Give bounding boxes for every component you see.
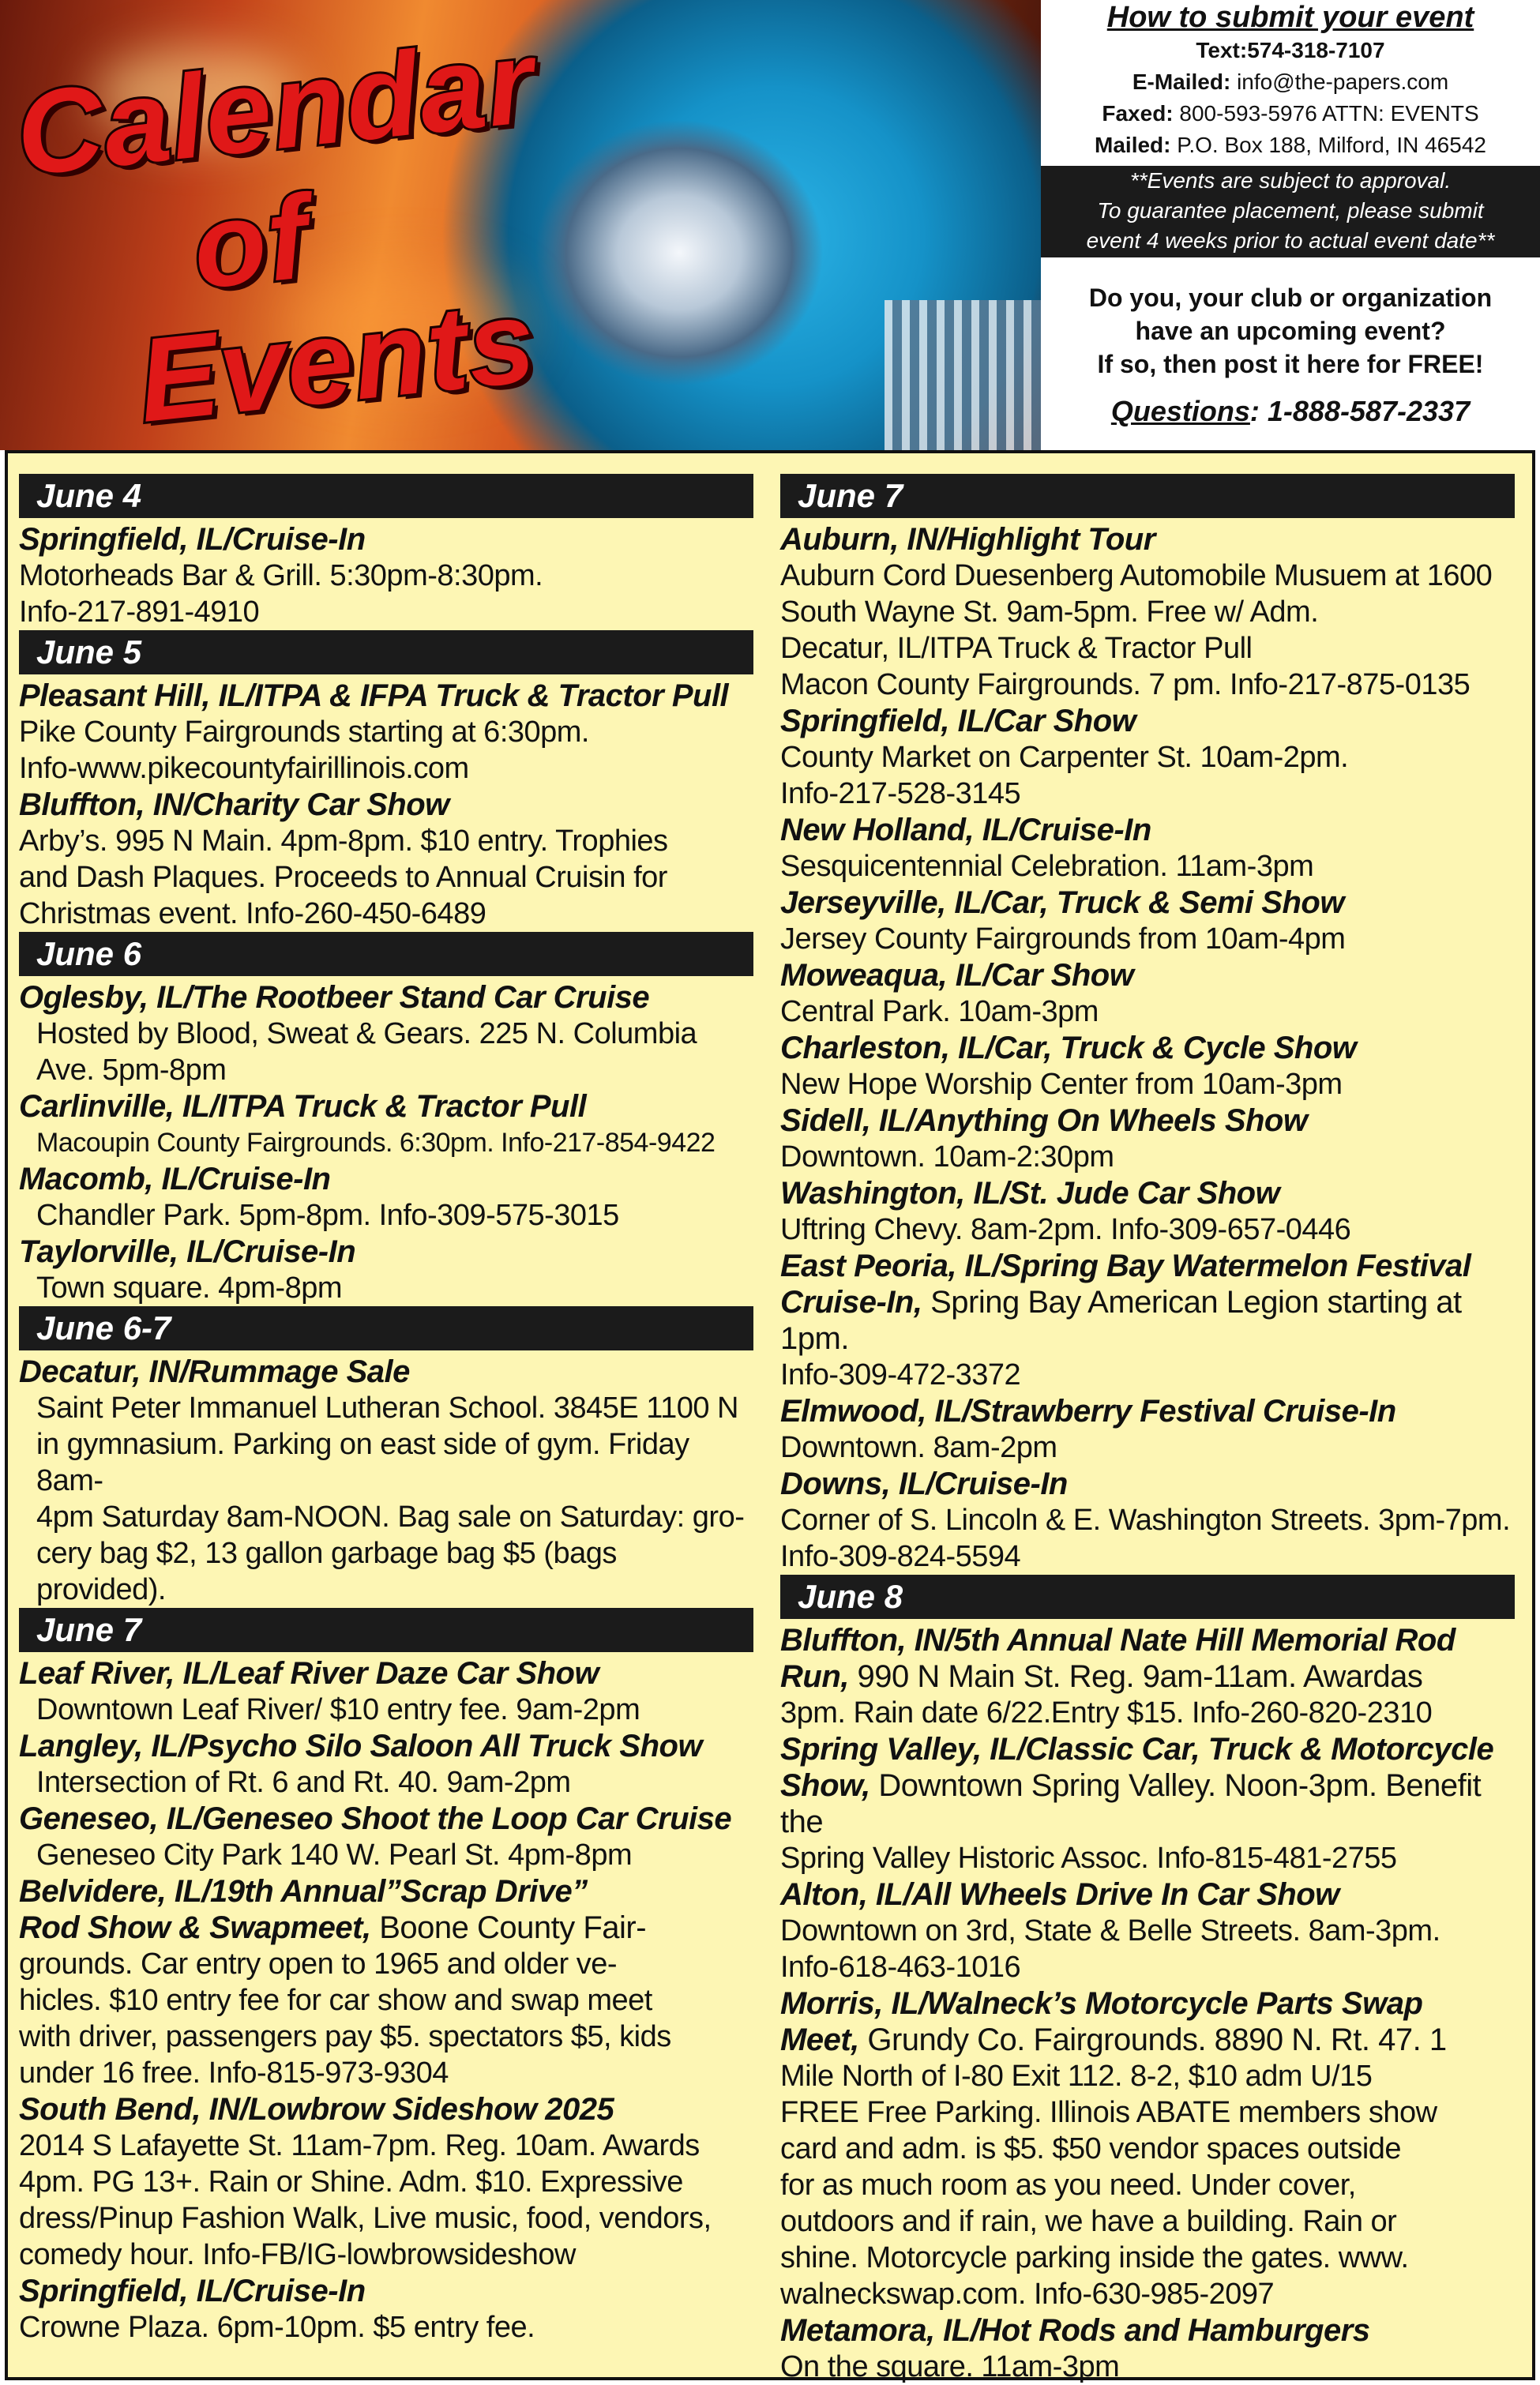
event-description: Chandler Park. 5pm-8pm. Info-309-575-3015 — [36, 1199, 619, 1232]
event-item — [19, 1728, 753, 1801]
event-title: Sidell, IL/Anything On Wheels Show — [780, 1103, 1308, 1138]
event-item — [19, 1354, 753, 1608]
event-description: cery bag $2, 13 gallon garbage bag $5 (bags provided). — [36, 1537, 617, 1606]
event-description: with driver, passengers pay $5. spectators $5, kids — [19, 2020, 671, 2053]
event-title-part: Show, — [780, 1768, 870, 1803]
event-description: Geneseo City Park 140 W. Pearl St. 4pm-8pm — [36, 1839, 633, 1872]
event-description: card and adm. is $5. $50 vendor spaces outside — [780, 2132, 1402, 2165]
title-word-of: of — [186, 169, 315, 314]
event-title: East Peoria, IL/Spring Bay Watermelon Festival — [780, 1249, 1471, 1283]
event-item — [780, 521, 1515, 703]
event-description: Motorheads Bar & Grill. 5:30pm-8:30pm. — [19, 559, 543, 592]
event-title: Washington, IL/St. Jude Car Show — [780, 1176, 1280, 1211]
event-title-part: Meet, — [780, 2023, 859, 2057]
event-item — [780, 1876, 1515, 1985]
mail-line — [1041, 130, 1540, 161]
date-header: June 5 — [19, 630, 753, 674]
left-column — [19, 474, 753, 2346]
event-item — [19, 2273, 753, 2346]
notice-line: **Events are subject to approval. — [1129, 168, 1452, 193]
event-title: Decatur, IN/Rummage Sale — [19, 1354, 410, 1389]
event-description: Mile North of I-80 Exit 112. 8-2, $10 adm U/15 — [780, 2060, 1373, 2093]
submit-heading: How to submit your event — [1106, 1, 1474, 34]
event-title-continued — [780, 1658, 1515, 1695]
event-item — [780, 957, 1515, 1030]
event-title: New Holland, IL/Cruise-In — [780, 813, 1151, 847]
event-title-continued — [780, 2022, 1515, 2058]
event-title: Springfield, IL/Cruise-In — [19, 2274, 366, 2308]
free-posting-prompt — [1041, 281, 1540, 381]
event-description: Spring Valley Historic Assoc. Info-815-481-2755 — [780, 1842, 1397, 1875]
questions-phone: : 1-888-587-2337 — [1249, 395, 1471, 427]
fax-value: 800-593-5976 ATTN: EVENTS — [1179, 101, 1479, 126]
event-description: under 16 free. Info-815-973-9304 — [19, 2056, 449, 2090]
event-description: Arby’s. 995 N Main. 4pm-8pm. $10 entry. Trophies — [19, 824, 668, 858]
event-description: Pike County Fairgrounds starting at 6:30pm. — [19, 716, 589, 749]
page-header — [0, 0, 1540, 450]
event-description: Saint Peter Immanuel Lutheran School. 3845E 1100 N — [36, 1392, 738, 1425]
event-description: Corner of S. Lincoln & E. Washington Streets. 3pm-7pm. — [780, 1504, 1511, 1537]
date-header: June 8 — [780, 1575, 1515, 1619]
event-description-inline: Downtown Spring Valley. Noon-3pm. Benefit the — [780, 1768, 1482, 1839]
event-description: grounds. Car entry open to 1965 and older ve- — [19, 1947, 618, 1981]
event-title: Taylorville, IL/Cruise-In — [19, 1234, 356, 1269]
ask-line: If so, then post it here for FREE! — [1097, 350, 1484, 378]
car-grille-graphic — [885, 300, 1041, 450]
event-title: Leaf River, IL/Leaf River Daze Car Show — [19, 1656, 599, 1691]
event-description: On the square. 11am-3pm — [780, 2350, 1120, 2383]
event-description: Info-309-824-5594 — [780, 1540, 1021, 1573]
event-description: for as much room as you need. Under cover, — [780, 2169, 1356, 2202]
title-word-events: Events — [132, 273, 543, 447]
events-board — [5, 450, 1535, 2383]
event-description: Decatur, IL/ITPA Truck & Tractor Pull — [780, 632, 1253, 665]
date-header: June 7 — [19, 1608, 753, 1652]
date-header: June 4 — [19, 474, 753, 518]
event-title: Elmwood, IL/Strawberry Festival Cruise-In — [780, 1394, 1396, 1429]
event-item — [780, 1466, 1515, 1575]
event-description: Info-217-528-3145 — [780, 777, 1021, 810]
event-title: Jerseyville, IL/Car, Truck & Semi Show — [780, 885, 1344, 920]
event-description-inline: Grundy Co. Fairgrounds. 8890 N. Rt. 47. 1 — [858, 2023, 1447, 2057]
event-description: 2014 S Lafayette St. 11am-7pm. Reg. 10am. Awards — [19, 2129, 700, 2162]
event-item — [780, 1175, 1515, 1248]
event-title: Morris, IL/Walneck’s Motorcycle Parts Swap — [780, 1986, 1423, 2021]
submit-info-panel — [1041, 0, 1540, 450]
fax-line — [1041, 98, 1540, 130]
event-title: Carlinville, IL/ITPA Truck & Tractor Pull — [19, 1089, 587, 1124]
event-item — [780, 1102, 1515, 1175]
event-description: New Hope Worship Center from 10am-3pm — [780, 1068, 1343, 1101]
event-description: Sesquicentennial Celebration. 11am-3pm — [780, 850, 1314, 883]
event-description: Crowne Plaza. 6pm-10pm. $5 entry fee. — [19, 2311, 535, 2344]
date-header: June 6 — [19, 932, 753, 976]
event-description: and Dash Plaques. Proceeds to Annual Cruisin for — [19, 861, 667, 894]
event-description: Auburn Cord Duesenberg Automobile Musuem at 1600 — [780, 559, 1493, 592]
event-item — [780, 1985, 1515, 2312]
event-description: in gymnasium. Parking on east side of gym. Friday 8am- — [36, 1428, 689, 1497]
event-description: Info-309-472-3372 — [780, 1358, 1021, 1392]
right-column — [780, 474, 1515, 2385]
event-description: Macoupin County Fairgrounds. 6:30pm. Info-217-854-9422 — [36, 1128, 716, 1158]
event-title-continued — [780, 1767, 1515, 1840]
event-title: Moweaqua, IL/Car Show — [780, 958, 1134, 993]
email-line — [1041, 66, 1540, 98]
event-title: South Bend, IN/Lowbrow Sideshow 2025 — [19, 2092, 614, 2127]
event-title: Auburn, IN/Highlight Tour — [780, 522, 1155, 557]
event-description-inline: Spring Bay American Legion starting at 1pm. — [780, 1285, 1462, 1356]
event-title-part: Rod Show & Swapmeet, — [19, 1910, 371, 1945]
event-title: Spring Valley, IL/Classic Car, Truck & Motorcycle — [780, 1732, 1494, 1767]
event-title: Springfield, IL/Car Show — [780, 704, 1136, 738]
questions-line — [1041, 395, 1540, 428]
hero-car-image — [0, 0, 1041, 450]
event-item — [19, 678, 753, 787]
event-title: Downs, IL/Cruise-In — [780, 1467, 1068, 1501]
event-title: Macomb, IL/Cruise-In — [19, 1162, 331, 1196]
event-description: Intersection of Rt. 6 and Rt. 40. 9am-2pm — [36, 1766, 571, 1799]
event-item — [780, 885, 1515, 957]
event-title: Langley, IL/Psycho Silo Saloon All Truck Show — [19, 1729, 703, 1763]
event-item — [19, 1088, 753, 1161]
event-description: walneckswap.com. Info-630-985-2097 — [780, 2278, 1275, 2311]
event-item — [19, 2091, 753, 2273]
event-title: Geneseo, IL/Geneseo Shoot the Loop Car Cruise — [19, 1801, 732, 1836]
mail-value: P.O. Box 188, Milford, IN 46542 — [1177, 133, 1486, 157]
event-item — [19, 1161, 753, 1234]
event-item — [780, 1622, 1515, 1731]
event-title: Oglesby, IL/The Rootbeer Stand Car Cruise — [19, 980, 650, 1015]
event-description: Central Park. 10am-3pm — [780, 995, 1099, 1028]
notice-line: event 4 weeks prior to actual event date** — [1086, 228, 1495, 253]
event-item — [780, 1030, 1515, 1102]
event-description-inline: 990 N Main St. Reg. 9am-11am. Awardas — [848, 1659, 1423, 1694]
event-description: Downtown. 8am-2pm — [780, 1431, 1057, 1464]
event-title: Metamora, IL/Hot Rods and Hamburgers — [780, 2313, 1370, 2348]
event-description: comedy hour. Info-FB/IG-lowbrowsideshow — [19, 2238, 576, 2271]
event-description: Info-618-463-1016 — [780, 1951, 1021, 1984]
event-description: hicles. $10 entry fee for car show and swap meet — [19, 1984, 652, 2017]
event-item — [19, 1801, 753, 1873]
event-item — [780, 812, 1515, 885]
event-description: County Market on Carpenter St. 10am-2pm. — [780, 741, 1349, 774]
event-description: Downtown on 3rd, State & Belle Streets. 8am-3pm. — [780, 1914, 1440, 1947]
event-item — [780, 1248, 1515, 1393]
event-title: Charleston, IL/Car, Truck & Cycle Show — [780, 1031, 1357, 1065]
event-description: shine. Motorcycle parking inside the gates. www. — [780, 2241, 1409, 2274]
mail-label: Mailed: — [1095, 133, 1171, 157]
event-description: dress/Pinup Fashion Walk, Live music, food, vendors, — [19, 2202, 712, 2235]
event-description: South Wayne St. 9am-5pm. Free w/ Adm. — [780, 595, 1319, 629]
approval-notice — [1041, 166, 1540, 257]
event-title: Alton, IL/All Wheels Drive In Car Show — [780, 1877, 1339, 1912]
event-item — [19, 787, 753, 932]
event-description: Info-www.pikecountyfairillinois.com — [19, 752, 469, 785]
event-description: Uftring Chevy. 8am-2pm. Info-309-657-0446 — [780, 1213, 1351, 1246]
event-description: Town square. 4pm-8pm — [36, 1271, 343, 1305]
event-description: Christmas event. Info-260-450-6489 — [19, 897, 486, 930]
event-item — [19, 521, 753, 630]
event-title-continued — [19, 1910, 753, 1946]
notice-line: To guarantee placement, please submit — [1097, 198, 1484, 223]
event-description: Ave. 5pm-8pm — [36, 1054, 227, 1087]
date-header: June 6-7 — [19, 1306, 753, 1350]
email-label: E-Mailed: — [1132, 69, 1231, 94]
event-item — [780, 703, 1515, 812]
email-value[interactable]: info@the-papers.com — [1237, 69, 1449, 94]
event-title: Pleasant Hill, IL/ITPA & IFPA Truck & Tractor Pull — [19, 678, 729, 713]
event-item — [19, 1234, 753, 1306]
event-description: Jersey County Fairgrounds from 10am-4pm — [780, 922, 1346, 956]
event-description: Macon County Fairgrounds. 7 pm. Info-217-875-0135 — [780, 668, 1471, 701]
event-description: 4pm Saturday 8am-NOON. Bag sale on Saturday: gro- — [36, 1500, 745, 1534]
event-item — [19, 979, 753, 1088]
event-item — [19, 1655, 753, 1728]
event-item — [19, 1873, 753, 2091]
fax-label: Faxed: — [1102, 101, 1174, 126]
event-description: Hosted by Blood, Sweat & Gears. 225 N. Columbia — [36, 1017, 697, 1050]
event-description: 4pm. PG 13+. Rain or Shine. Adm. $10. Expressive — [19, 2165, 683, 2199]
event-item — [780, 2312, 1515, 2385]
event-title-continued — [780, 1284, 1515, 1357]
event-item — [780, 1731, 1515, 1876]
event-description: Downtown. 10am-2:30pm — [780, 1140, 1114, 1174]
event-title: Springfield, IL/Cruise-In — [19, 522, 366, 557]
ask-line: Do you, your club or organization — [1088, 284, 1493, 312]
event-description: Info-217-891-4910 — [19, 595, 260, 629]
event-item — [780, 1393, 1515, 1466]
questions-label: Questions — [1110, 395, 1250, 427]
event-description-inline: Boone County Fair- — [370, 1910, 647, 1945]
ask-line: have an upcoming event? — [1135, 317, 1446, 345]
event-description: 3pm. Rain date 6/22.Entry $15. Info-260-820-2310 — [780, 1696, 1433, 1730]
event-title-part: Run, — [780, 1659, 849, 1694]
event-description: Downtown Leaf River/ $10 entry fee. 9am-2pm — [36, 1693, 640, 1726]
date-header: June 7 — [780, 474, 1515, 518]
event-description: outdoors and if rain, we have a building. Rain or — [780, 2205, 1397, 2238]
event-description: FREE Free Parking. Illinois ABATE members show — [780, 2096, 1437, 2129]
event-title: Bluffton, IN/5th Annual Nate Hill Memorial Rod — [780, 1623, 1455, 1658]
event-title-part: Cruise-In, — [780, 1285, 922, 1320]
event-title: Belvidere, IL/19th Annual”Scrap Drive” — [19, 1874, 588, 1909]
title-word-calendar: Calendar — [9, 14, 541, 201]
text-line: Text:574-318-7107 — [1196, 38, 1385, 62]
event-title: Bluffton, IN/Charity Car Show — [19, 787, 449, 822]
